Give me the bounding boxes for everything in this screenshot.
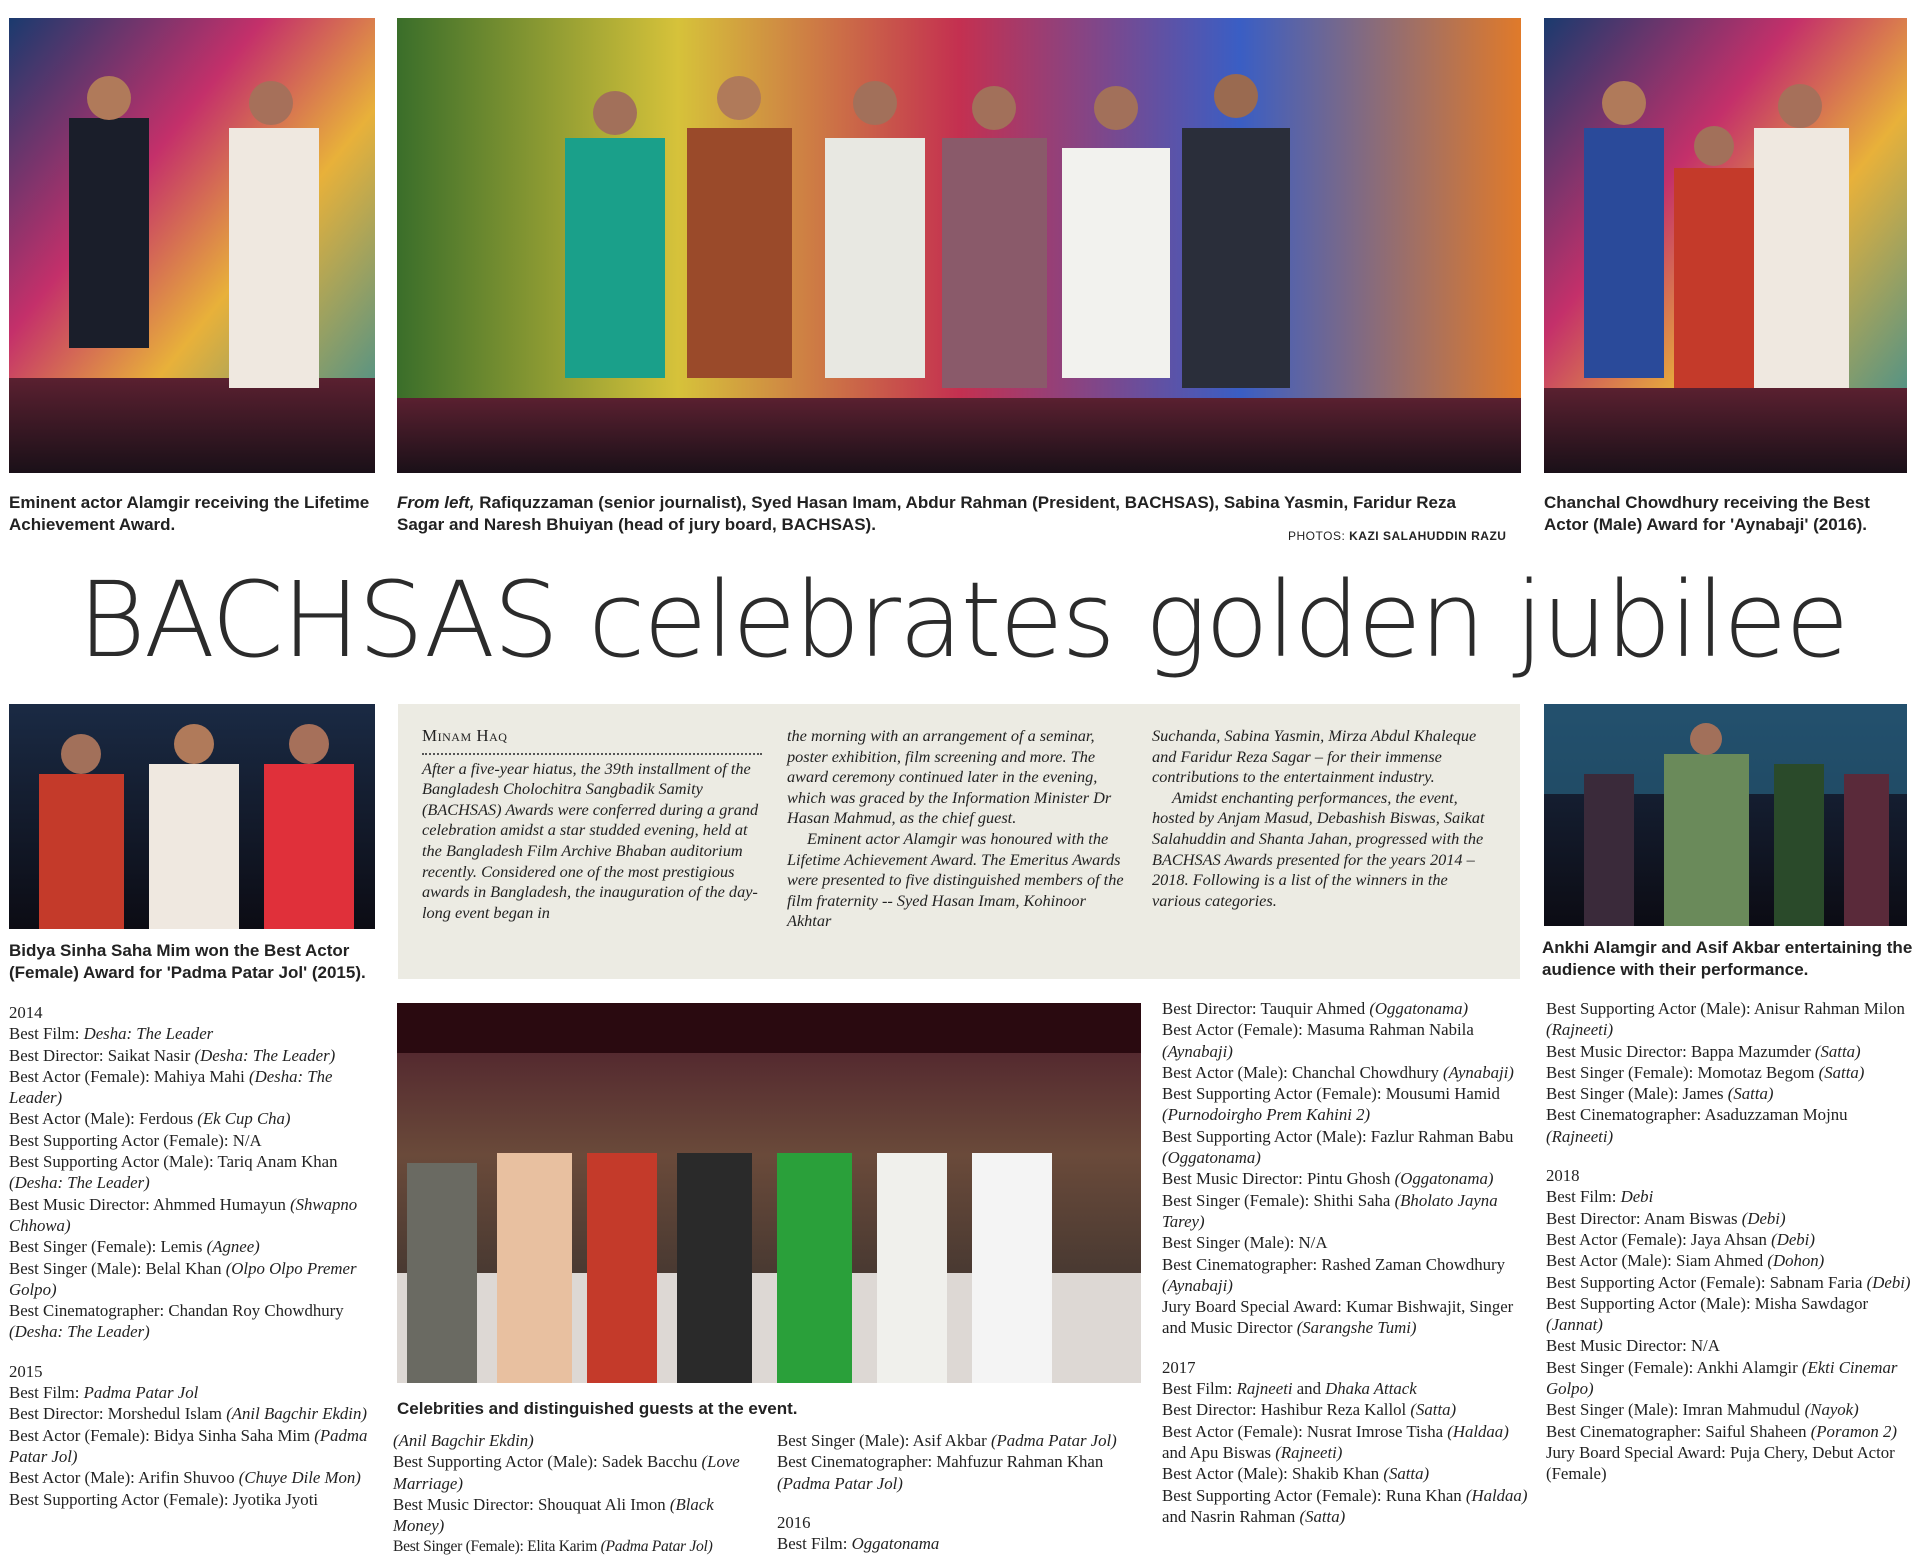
award-line: Best Film: Rajneeti and Dhaka Attack <box>1162 1379 1417 1399</box>
caption-lead: From left, <box>397 493 475 512</box>
award-line: Best Singer (Female): Momotaz Begom (Satta) <box>1546 1062 1865 1082</box>
award-line: Jury Board Special Award: Puja Chery, Debut Actor (Female) <box>1546 1442 1895 1484</box>
award-line: Best Cinematographer: Asaduzzaman Mojnu (Rajneeti) <box>1546 1105 1848 1146</box>
byline: Minam Haq <box>422 726 762 755</box>
caption-text: Rafiquzzaman (senior journalist), Syed Hasan Imam, Abdur Rahman (President, BACHSAS), Sabina Yasmin, Faridur Reza Sagar and Naresh Bhuiyan (head of jury board, BACHSAS). <box>397 493 1456 534</box>
award-line: Best Actor (Male): Siam Ahmed (Dohon) <box>1546 1251 1825 1271</box>
photo-mim-award <box>9 704 375 929</box>
award-line: Best Actor (Female): Mahiya Mahi (Desha: The Leader) <box>9 1066 333 1108</box>
year-heading: 2017 <box>1162 1357 1196 1377</box>
headline: BACHSAS celebrates golden jubilee <box>77 559 1848 681</box>
award-line: Best Actor (Female): Bidya Sinha Saha Mim (Padma Patar Jol) <box>9 1425 368 1466</box>
award-line: Best Music Director: Ahmmed Humayun (Shwapno Chhowa) <box>9 1194 358 1235</box>
award-line: Best Film: Debi <box>1546 1187 1654 1207</box>
year-heading: 2018 <box>1546 1166 1580 1186</box>
award-line: Best Singer (Female): Shithi Saha (Bholato Jayna Tarey) <box>1162 1190 1498 1231</box>
award-line: Best Supporting Actor (Male): Fazlur Rahman Babu (Oggatonama) <box>1162 1126 1514 1168</box>
award-line: Best Supporting Actor (Female): Mousumi Hamid (Purnodoirgho Prem Kahini 2) <box>1162 1084 1500 1125</box>
award-line: Best Actor (Female): Nusrat Imrose Tisha (Haldaa) and Apu Biswas (Rajneeti) <box>1162 1421 1509 1462</box>
award-line: Best Supporting Actor (Female): Jyotika Jyoti <box>9 1489 319 1509</box>
award-line: Best Singer (Female): Elita Karim (Padma Patar Jol) <box>393 1538 713 1556</box>
award-line: Best Actor (Male): Arifin Shuvoo (Chuye Dile Mon) <box>9 1468 361 1488</box>
story-column-2 <box>787 726 1127 932</box>
story-column-3 <box>1152 726 1492 911</box>
photo-emeritus-group <box>397 18 1521 473</box>
award-line: Best Supporting Actor (Male): Sadek Bacchu (Love Marriage) <box>393 1452 740 1493</box>
caption-mim: Bidya Sinha Saha Mim won the Best Actor (Female) Award for 'Padma Patar Jol' (2015). <box>9 941 366 982</box>
credit-label: PHOTOS: <box>1288 529 1346 543</box>
photo-alamgir-award <box>9 18 375 473</box>
award-line: Best Film: Desha: The Leader <box>9 1024 214 1044</box>
winners-column-4 <box>1162 998 1530 1527</box>
award-line: Best Supporting Actor (Female): Sabnam Faria (Debi) <box>1546 1272 1911 1292</box>
story-box <box>398 704 1520 979</box>
award-line: Best Music Director: Shouquat Ali Imon (Black Money) <box>393 1494 714 1536</box>
story-paragraph: Suchanda, Sabina Yasmin, Mirza Abdul Khaleque and Faridur Reza Sagar – for their immense contributions to the entertainment industry. <box>1152 726 1477 787</box>
award-line: Best Supporting Actor (Female): Runa Khan (Haldaa) and Nasrin Rahman (Satta) <box>1162 1485 1528 1526</box>
award-line: Best Music Director: Bappa Mazumder (Satta) <box>1546 1041 1861 1061</box>
photo-credit <box>1288 529 1506 543</box>
story-paragraph: the morning with an arrangement of a seminar, poster exhibition, film screening and more. The award ceremony continued later in the evening, which was graced by the Information Minister Dr Hasan Mahmud, as the chief guest. <box>787 726 1112 828</box>
winners-column-1 <box>9 998 379 1510</box>
award-line: Best Cinematographer: Saiful Shaheen (Poramon 2) <box>1546 1421 1897 1441</box>
award-line: Best Singer (Male): Imran Mahmudul (Nayok) <box>1546 1400 1859 1420</box>
winners-column-3 <box>777 1430 1147 1554</box>
award-line: Best Supporting Actor (Male): Anisur Rahman Milon (Rajneeti) <box>1546 999 1905 1040</box>
award-line: Best Supporting Actor (Female): N/A <box>9 1130 262 1150</box>
caption-ankhi: Ankhi Alamgir and Asif Akbar entertaining the audience with their performance. <box>1542 938 1913 979</box>
award-line: Best Supporting Actor (Male): Misha Sawdagor (Jannat) <box>1546 1293 1869 1335</box>
award-line: Best Director: Anam Biswas (Debi) <box>1546 1208 1786 1228</box>
award-line: Best Director: Morshedul Islam (Anil Bagchir Ekdin) <box>9 1404 367 1424</box>
award-line: (Anil Bagchir Ekdin) <box>393 1431 534 1450</box>
award-line: Best Singer (Male): N/A <box>1162 1233 1328 1253</box>
award-line: Best Singer (Male): Asif Akbar (Padma Patar Jol) <box>777 1431 1117 1450</box>
award-line: Best Cinematographer: Mahfuzur Rahman Khan (Padma Patar Jol) <box>777 1452 1104 1493</box>
winners-column-2 <box>393 1430 763 1558</box>
photo-ankhi-performance <box>1544 704 1907 926</box>
award-line: Best Cinematographer: Rashed Zaman Chowdhury (Aynabaji) <box>1162 1254 1506 1295</box>
award-line: Best Actor (Male): Shakib Khan (Satta) <box>1162 1464 1430 1484</box>
award-line: Best Actor (Male): Chanchal Chowdhury (Aynabaji) <box>1162 1062 1514 1082</box>
award-line: Best Director: Tauquir Ahmed (Oggatonama) <box>1162 999 1469 1018</box>
year-heading: 2014 <box>9 1003 43 1022</box>
year-heading: 2016 <box>777 1512 811 1532</box>
story-paragraph: After a five-year hiatus, the 39th installment of the Bangladesh Cholochitra Sangbadik Samity (BACHSAS) Awards were conferred during a grand celebration amidst a star studded evening, held at the Bangladesh Film Archive Bhaban auditorium recently. Considered one of the most prestigious awards in Bangladesh, the inauguration of the day-long event began in <box>422 758 759 922</box>
award-line: Best Singer (Male): Belal Khan (Olpo Olpo Premer Golpo) <box>9 1258 357 1299</box>
story-paragraph: Eminent actor Alamgir was honoured with the Lifetime Achievement Award. The Emeritus Awards were presented to five distinguished members of the film fraternity -- Syed Hasan Imam, Kohinoor Akhtar <box>787 828 1124 931</box>
caption-audience: Celebrities and distinguished guests at the event. <box>397 1399 798 1418</box>
award-line: Best Singer (Female): Lemis (Agnee) <box>9 1237 260 1257</box>
winners-column-5 <box>1546 998 1914 1485</box>
award-line: Best Film: Padma Patar Jol <box>9 1383 199 1403</box>
caption-chanchal: Chanchal Chowdhury receiving the Best Actor (Male) Award for 'Aynabaji' (2016). <box>1544 493 1870 534</box>
award-line: Best Supporting Actor (Male): Tariq Anam Khan (Desha: The Leader) <box>9 1152 338 1193</box>
award-line: Best Director: Saikat Nasir (Desha: The Leader) <box>9 1045 336 1065</box>
award-line: Best Singer (Male): James (Satta) <box>1546 1084 1774 1104</box>
award-line: Best Cinematographer: Chandan Roy Chowdhury (Desha: The Leader) <box>9 1301 344 1342</box>
story-column-1 <box>422 726 762 923</box>
award-line: Best Film: Oggatonama <box>777 1534 940 1554</box>
award-line: Jury Board Special Award: Kumar Bishwajit, Singer and Music Director (Sarangshe Tumi) <box>1162 1297 1514 1338</box>
caption-alamgir: Eminent actor Alamgir receiving the Lifetime Achievement Award. <box>9 493 370 534</box>
award-line: Best Director: Hashibur Reza Kallol (Satta) <box>1162 1400 1457 1420</box>
award-line: Best Singer (Female): Ankhi Alamgir (Ekti Cinemar Golpo) <box>1546 1357 1898 1399</box>
story-paragraph: Amidst enchanting performances, the event, hosted by Anjam Masud, Debashish Biswas, Saikat Salahuddin and Shanta Jahan, progressed with the BACHSAS Awards presented for the years 2014 – 2018. Following is a list of the winners in the various categories. <box>1152 787 1485 910</box>
photo-chanchal-award <box>1544 18 1907 473</box>
year-heading: 2015 <box>9 1361 43 1381</box>
award-line: Best Actor (Male): Ferdous (Ek Cup Cha) <box>9 1109 291 1129</box>
credit-name: KAZI SALAHUDDIN RAZU <box>1349 529 1507 543</box>
award-line: Best Actor (Female): Masuma Rahman Nabila (Aynabaji) <box>1162 1020 1474 1061</box>
award-line: Best Actor (Female): Jaya Ahsan (Debi) <box>1546 1229 1815 1249</box>
award-line: Best Music Director: Pintu Ghosh (Oggatonama) <box>1162 1169 1494 1189</box>
award-line: Best Music Director: N/A <box>1546 1336 1720 1356</box>
photo-audience <box>397 1003 1141 1383</box>
